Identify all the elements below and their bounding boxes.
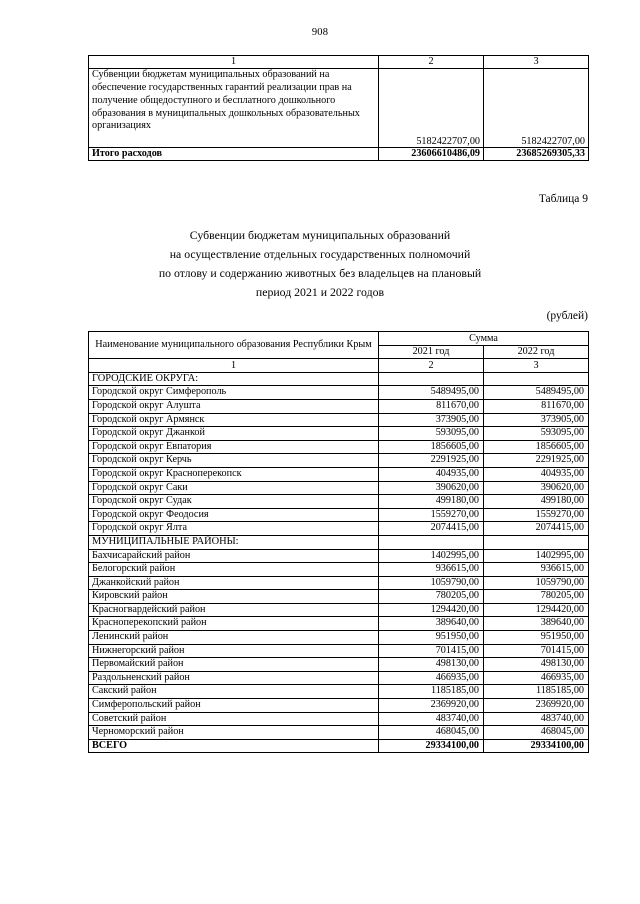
municipality-name: Джанкойский район [89,576,379,590]
table-total-row [89,148,589,161]
section-heading-y2022 [484,372,589,386]
value-2021: 593095,00 [379,427,484,441]
municipality-name: Сакский район [89,685,379,699]
value-2022: 499180,00 [484,495,589,509]
expense-name: Субвенции бюджетам муниципальных образований на обеспечение государственных гарантий реализации прав на получение общедоступного и бесплатного дошкольного образования в муниципальных дошкольных образовательных организациях [89,69,379,148]
value-2021: 5489495,00 [379,386,484,400]
page-number: 908 [311,27,329,38]
table-row [89,685,589,699]
value-2022: 483740,00 [484,712,589,726]
municipality-name: Городской округ Красноперекопск [89,467,379,481]
municipality-name: Городской округ Керчь [89,454,379,468]
value-2022: 701415,00 [484,644,589,658]
table-column-number-row [89,359,589,373]
table-label: Таблица 9 [538,193,588,205]
value-2022: 466935,00 [484,671,589,685]
value-2022: 593095,00 [484,427,589,441]
units-label: (рублей) [546,310,588,322]
value-2021: 951950,00 [379,631,484,645]
table-row [89,413,589,427]
municipality-name: Городской округ Саки [89,481,379,495]
value-2021: 780205,00 [379,590,484,604]
value-2021: 1402995,00 [379,549,484,563]
table-total-row [89,739,589,753]
title-line-1: Субвенции бюджетам муниципальных образований [189,228,451,242]
title-line-2: на осуществление отдельных государственных полномочий [169,247,471,262]
table-row [89,563,589,577]
table-row [89,726,589,740]
municipality-name: Городской округ Ялта [89,522,379,536]
table-row [89,631,589,645]
page-title [60,226,580,302]
total-value-2021: 29334100,00 [379,739,484,753]
value-2021: 2369920,00 [379,699,484,713]
value-2022: 2291925,00 [484,454,589,468]
municipality-name: Городской округ Евпатория [89,440,379,454]
value-2021: 498130,00 [379,658,484,672]
value-2022: 936615,00 [484,563,589,577]
total-value-col2: 23606610486,09 [379,148,484,161]
table-row [89,590,589,604]
value-2021: 811670,00 [379,399,484,413]
value-2021: 466935,00 [379,671,484,685]
municipality-name: Городской округ Армянск [89,413,379,427]
value-2022: 780205,00 [484,590,589,604]
value-2022: 1559270,00 [484,508,589,522]
section-heading-row [89,372,589,386]
table-row [89,399,589,413]
value-2021: 468045,00 [379,726,484,740]
municipality-name: Советский район [89,712,379,726]
table-row [89,69,589,148]
expense-value-col3: 5182422707,00 [484,69,589,148]
table-row [89,467,589,481]
col-num-3: 3 [484,56,589,69]
col-num-1: 1 [89,56,379,69]
section-heading-y2021 [379,535,484,549]
municipality-name: Симферопольский район [89,699,379,713]
table-row [89,454,589,468]
value-2021: 483740,00 [379,712,484,726]
value-2022: 390620,00 [484,481,589,495]
value-2021: 936615,00 [379,563,484,577]
value-2021: 1185185,00 [379,685,484,699]
value-2022: 373905,00 [484,413,589,427]
value-2021: 390620,00 [379,481,484,495]
value-2022: 5489495,00 [484,386,589,400]
table-row [89,576,589,590]
municipality-name: Черноморский район [89,726,379,740]
municipality-name: Городской округ Джанкой [89,427,379,441]
section-heading-label: МУНИЦИПАЛЬНЫЕ РАЙОНЫ: [89,535,379,549]
continued-table-body [89,56,589,161]
municipality-name: Городской округ Симферополь [89,386,379,400]
municipality-name: Первомайский район [89,658,379,672]
value-2022: 1294420,00 [484,603,589,617]
header-year-2021: 2021 год [379,345,484,359]
value-2022: 951950,00 [484,631,589,645]
municipality-name: Ленинский район [89,631,379,645]
total-value-col3: 23685269305,33 [484,148,589,161]
value-2022: 811670,00 [484,399,589,413]
value-2021: 389640,00 [379,617,484,631]
municipality-name: Кировский район [89,590,379,604]
col-num-1: 1 [89,359,379,373]
total-label: ВСЕГО [89,739,379,753]
value-2021: 1294420,00 [379,603,484,617]
section-heading-y2021 [379,372,484,386]
municipality-name: Бахчисарайский район [89,549,379,563]
subventions-table-body [89,332,589,753]
table-header-row-1 [89,332,589,346]
title-line-4: период 2021 и 2022 годов [255,285,385,300]
value-2022: 404935,00 [484,467,589,481]
table-row [89,549,589,563]
table-row [89,440,589,454]
municipality-name: Раздольненский район [89,671,379,685]
value-2021: 404935,00 [379,467,484,481]
col-num-3: 3 [484,359,589,373]
table-row [89,386,589,400]
value-2022: 498130,00 [484,658,589,672]
municipality-name: Красноперекопский район [89,617,379,631]
value-2021: 373905,00 [379,413,484,427]
value-2021: 1059790,00 [379,576,484,590]
table-row [89,522,589,536]
table-row [89,481,589,495]
table-row [89,495,589,509]
value-2022: 1856605,00 [484,440,589,454]
value-2022: 468045,00 [484,726,589,740]
title-line-3: по отлову и содержанию животных без владельцев на плановый [158,266,482,281]
municipality-name: Городской округ Феодосия [89,508,379,522]
value-2022: 1059790,00 [484,576,589,590]
value-2021: 2291925,00 [379,454,484,468]
value-2021: 2074415,00 [379,522,484,536]
municipality-name: Красногвардейский район [89,603,379,617]
section-heading-label: ГОРОДСКИЕ ОКРУГА: [89,372,379,386]
municipality-name: Нижнегорский район [89,644,379,658]
table-row [89,671,589,685]
header-municipality-name: Наименование муниципального образования Республики Крым [89,332,379,359]
col-num-2: 2 [379,359,484,373]
table-row [89,712,589,726]
table-row [89,603,589,617]
header-year-2022: 2022 год [484,345,589,359]
table-row [89,699,589,713]
table-row [89,658,589,672]
total-value-2022: 29334100,00 [484,739,589,753]
header-sum-group: Сумма [379,332,589,346]
section-heading-row [89,535,589,549]
expense-value-col2: 5182422707,00 [379,69,484,148]
value-2021: 701415,00 [379,644,484,658]
municipality-name: Белогорский район [89,563,379,577]
subventions-table [88,331,589,753]
value-2021: 499180,00 [379,495,484,509]
value-2022: 2074415,00 [484,522,589,536]
value-2022: 1185185,00 [484,685,589,699]
value-2022: 389640,00 [484,617,589,631]
value-2022: 2369920,00 [484,699,589,713]
value-2022: 1402995,00 [484,549,589,563]
table-row [89,617,589,631]
section-heading-y2022 [484,535,589,549]
table-row [89,644,589,658]
value-2021: 1856605,00 [379,440,484,454]
col-num-2: 2 [379,56,484,69]
continued-expenses-table [88,55,589,161]
table-row [89,427,589,441]
total-label: Итого расходов [89,148,379,161]
table-column-number-row [89,56,589,69]
value-2021: 1559270,00 [379,508,484,522]
municipality-name: Городской округ Судак [89,495,379,509]
municipality-name: Городской округ Алушта [89,399,379,413]
table-row [89,508,589,522]
